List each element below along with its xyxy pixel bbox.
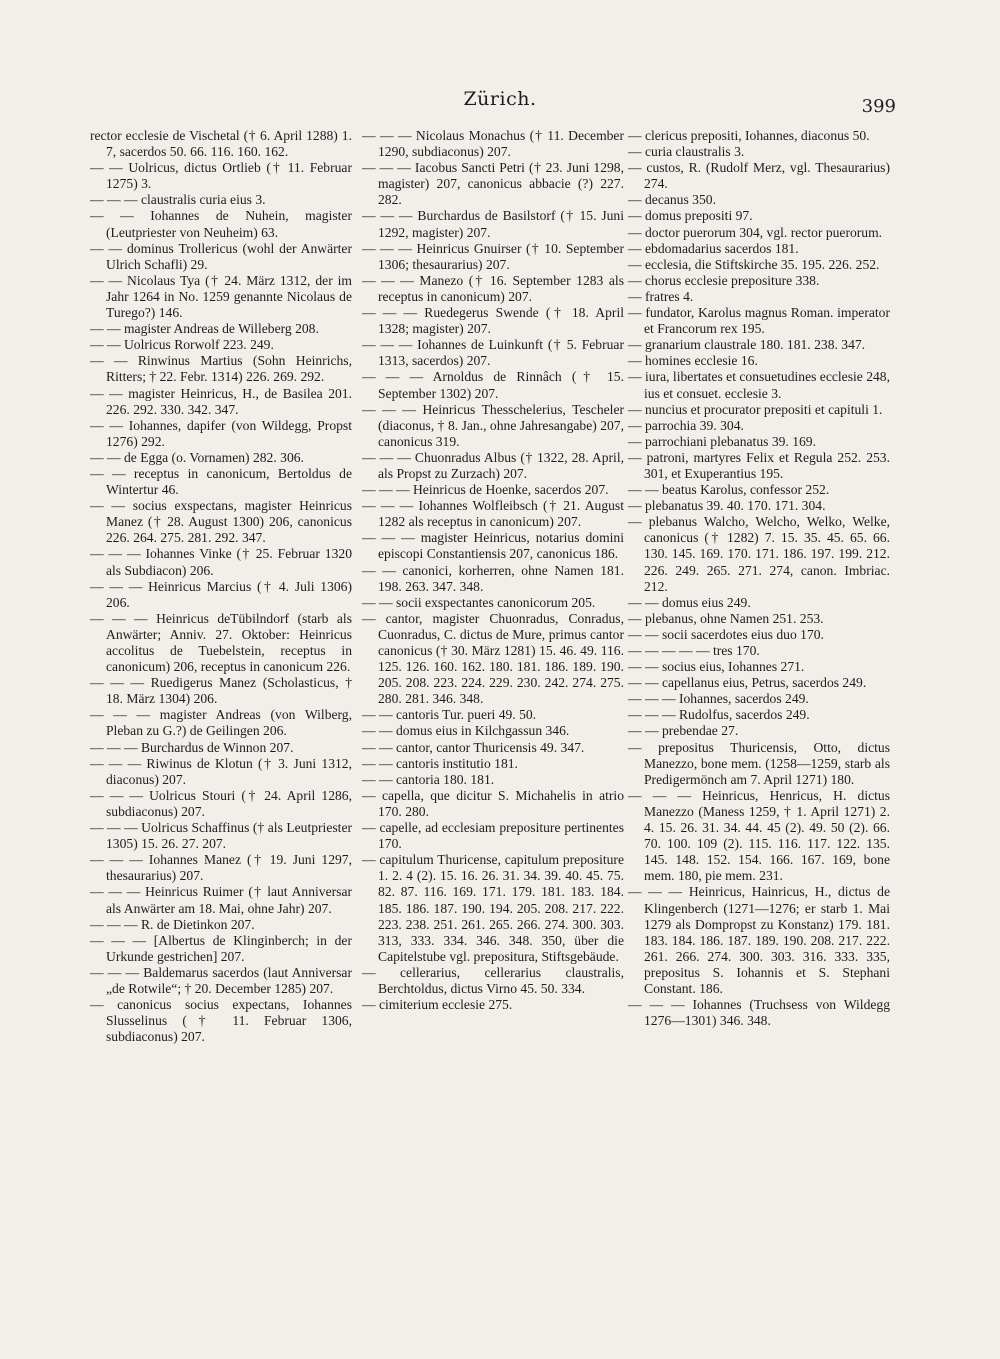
index-entry: — domus prepositi 97. <box>628 208 753 224</box>
index-entry: — capelle, ad ecclesiam prepositure pertinentes 170. <box>362 820 624 852</box>
index-entry: — — canonici, korherren, ohne Namen 181. 198. 263. 347. 348. <box>362 562 624 594</box>
index-column-3 <box>628 128 890 1029</box>
index-entry: — parrochiani plebanatus 39. 169. <box>628 433 816 449</box>
index-entry: — clericus prepositi, Iohannes, diaconus 50. <box>628 128 870 143</box>
index-entry: — — — Heinricus, Hainricus, H., dictus de Klingenberch (1271—1276; er starb 1. Mai 1279 als Dompropst zu Konstanz) 179. 181. 183. 184. 186. 187. 189. 190. 208. 217. 222. 261. 266. 274. 300. 303. 316. 333. 335, prepositus S. Iohannis et S. Stephani Constant. 186. <box>628 884 890 996</box>
index-entry: — — — magister Heinricus, notarius domini episcopi Constantiensis 207, canonicus 186. <box>362 530 624 562</box>
index-entry: — — — Chuonradus Albus († 1322, 28. April, als Propst zu Zurzach) 207. <box>362 449 624 481</box>
index-entry: — — — Iohannes Manez († 19. Juni 1297, thesaurarius) 207. <box>90 852 352 884</box>
index-entry: — — — magister Andreas (von Wilberg, Pleban zu G.?) de Geilingen 206. <box>90 707 352 739</box>
index-entry: — curia claustralis 3. <box>628 144 745 160</box>
index-entry: — — Iohannes, dapifer (von Wildegg, Propst 1276) 292. <box>90 417 352 449</box>
index-entry: — homines ecclesie 16. <box>628 353 758 369</box>
index-entry: — parrochia 39. 304. <box>628 417 744 433</box>
index-entry: — chorus ecclesie prepositure 338. <box>628 272 820 288</box>
index-entry: — plebanus, ohne Namen 251. 253. <box>628 610 824 626</box>
index-entry: — fundator, Karolus magnus Roman. imperator et Francorum rex 195. <box>628 305 890 337</box>
index-entry: — — — Iacobus Sancti Petri († 23. Juni 1298, magister) 207, canonicus abbacie (?) 227. 282. <box>362 160 624 208</box>
index-entry: — — de Egga (o. Vornamen) 282. 306. <box>90 449 304 465</box>
index-entry: — — — Iohannes Vinke († 25. Februar 1320 als Subdiacon) 206. <box>90 546 352 578</box>
page-number: 399 <box>861 96 896 117</box>
index-entry: — — — Uolricus Schaffinus († als Leutpriester 1305) 15. 26. 27. 207. <box>90 820 352 852</box>
index-entry: — — socii sacerdotes eius duo 170. <box>628 626 824 642</box>
index-entry: — — cantoris Tur. pueri 49. 50. <box>362 707 537 723</box>
index-entry: — — — Heinricus Thesschelerius, Tescheler (diaconus, † 8. Jan., ohne Jahresangabe) 207, canonicus 319. <box>362 401 624 449</box>
index-entry: — — — Iohannes, sacerdos 249. <box>628 691 809 707</box>
index-entry: — fratres 4. <box>628 288 694 304</box>
index-entry: — — — Ruedegerus Swende († 18. April 1328; magister) 207. <box>362 305 624 337</box>
index-entry: — — domus eius 249. <box>628 594 751 610</box>
index-entry: — — — Iohannes Wolfleibsch († 21. August 1282 als receptus in canonicum) 207. <box>362 498 624 530</box>
index-entry: — patroni, martyres Felix et Regula 252. 253. 301, et Exuperantius 195. <box>628 449 890 481</box>
index-entry: — — — Arnoldus de Rinnâch († 15. September 1302) 207. <box>362 369 624 401</box>
index-entry: — ecclesia, die Stiftskirche 35. 195. 226. 252. <box>628 256 880 272</box>
index-entry: — — — Heinricus de Hoenke, sacerdos 207. <box>362 482 609 498</box>
index-entry: — nuncius et procurator prepositi et capituli 1. <box>628 401 883 417</box>
index-entry: — — dominus Trollericus (wohl der Anwärter Ulrich Schafli) 29. <box>90 240 352 272</box>
index-entry: — cantor, magister Chuonradus, Conradus, Cuonradus, C. dictus de Mure, primus cantor canonicus († 30. März 1281) 15. 46. 49. 116. 125. 126. 160. 162. 180. 181. 186. 189. 190. 205. 208. 223. 224. 229. 230. 242. 274. 275. 280. 281. 346. 348. <box>362 610 624 707</box>
index-entry: — granarium claustrale 180. 181. 238. 347. <box>628 337 866 353</box>
index-entry: — ebdomadarius sacerdos 181. <box>628 240 799 256</box>
index-entry: — cellerarius, cellerarius claustralis, Berchtoldus, dictus Virno 45. 50. 334. <box>362 964 624 996</box>
index-entry: — — — Iohannes de Luinkunft († 5. Februar 1313, sacerdos) 207. <box>362 337 624 369</box>
index-entry: — — — Riwinus de Klotun († 3. Juni 1312, diaconus) 207. <box>90 755 352 787</box>
index-entry: — — — Burchardus de Winnon 207. <box>90 739 294 755</box>
index-entry: rector ecclesie de Vischetal († 6. April 1288) 1. 7, sacerdos 50. 66. 116. 160. 162. <box>90 128 352 160</box>
index-entry: — cimiterium ecclesie 275. <box>362 997 513 1013</box>
index-entry: — — Rinwinus Martius (Sohn Heinrichs, Ritters; † 22. Febr. 1314) 226. 269. 292. <box>90 353 352 385</box>
index-entry: — — Iohannes de Nuhein, magister (Leutpriester von Neuheim) 63. <box>90 208 352 240</box>
index-entry: — — domus eius in Kilchgassun 346. <box>362 723 570 739</box>
index-entry: — — — Iohannes (Truchsess von Wildegg 1276—1301) 346. 348. <box>628 997 890 1029</box>
index-entry: — — — Nicolaus Monachus († 11. December 1290, subdiaconus) 207. <box>362 128 624 160</box>
index-entry: — — cantor, cantor Thuricensis 49. 347. <box>362 739 585 755</box>
index-entry: — — — [Albertus de Klinginberch; in der Urkunde gestrichen] 207. <box>90 932 352 964</box>
index-entry: — capitulum Thuricense, capitulum prepositure 1. 2. 4 (2). 15. 16. 26. 31. 34. 39. 40. 45. 75. 82. 87. 116. 169. 171. 179. 181. 183. 184. 185. 186. 187. 190. 194. 205. 208. 217. 222. 223. 238. 251. 261. 265. 266. 274. 300. 303. 313, 333. 334. 346. 348. 350, über die Capitelstube vgl. prepositura, Stiftsgebäude. <box>362 852 624 964</box>
index-entry: — — socius exspectans, magister Heinricus Manez († 28. August 1300) 206, canonicus 226. 264. 275. 281. 292. 347. <box>90 498 352 546</box>
index-entry: — — capellanus eius, Petrus, sacerdos 249. <box>628 675 867 691</box>
index-entry: — — magister Heinricus, H., de Basilea 201. 226. 292. 330. 342. 347. <box>90 385 352 417</box>
index-entry: — — — Heinricus deTübilndorf (starb als Anwärter; Anniv. 27. Oktober: Heinricus accolitus de Tuebelstein, receptus in canonicum) 206, receptus in canonicum 226. <box>90 610 352 675</box>
index-entry: — — — Manezo († 16. September 1283 als receptus in canonicum) 207. <box>362 272 624 304</box>
index-entry: — — — Heinricus Gnuirser († 10. September 1306; thesaurarius) 207. <box>362 240 624 272</box>
index-entry: — custos, R. (Rudolf Merz, vgl. Thesaurarius) 274. <box>628 160 890 192</box>
index-entry: — decanus 350. <box>628 192 716 208</box>
index-entry: — — — Burchardus de Basilstorf († 15. Juni 1292, magister) 207. <box>362 208 624 240</box>
index-entry: — — socii exspectantes canonicorum 205. <box>362 594 596 610</box>
index-entry: — — — Uolricus Stouri († 24. April 1286, subdiaconus) 207. <box>90 787 352 819</box>
index-entry: — — — Heinricus, Henricus, H. dictus Manezzo (Maness 1259, † 1. April 1271) 2. 4. 15. 26. 31. 34. 44. 45 (2). 49. 50 (2). 66. 70. 100. 109 (2). 115. 116. 117. 122. 135. 145. 148. 152. 154. 166. 167. 169, bone mem. 180, pie mem. 231. <box>628 787 890 884</box>
index-entry: — — — claustralis curia eius 3. <box>90 192 266 208</box>
index-entry: — — prebendae 27. <box>628 723 739 739</box>
index-entry: — — — Baldemarus sacerdos (laut Anniversar „de Rotwile“; † 20. December 1285) 207. <box>90 964 352 996</box>
index-entry: — doctor puerorum 304, vgl. rector puerorum. <box>628 224 883 240</box>
index-entry: — — cantoria 180. 181. <box>362 771 495 787</box>
index-entry: — — — R. de Dietinkon 207. <box>90 916 255 932</box>
index-entry: — — magister Andreas de Willeberg 208. <box>90 321 319 337</box>
index-entry: — capella, que dicitur S. Michahelis in atrio 170. 280. <box>362 787 624 819</box>
index-entry: — — beatus Karolus, confessor 252. <box>628 482 830 498</box>
index-entry: — — — — — tres 170. <box>628 643 760 658</box>
index-entry: — — socius eius, Iohannes 271. <box>628 659 805 675</box>
index-entry: — — — Heinricus Marcius († 4. Juli 1306) 206. <box>90 578 352 610</box>
index-entry: — — — Heinricus Ruimer († laut Anniversar als Anwärter am 18. Mai, ohne Jahr) 207. <box>90 884 352 916</box>
index-entry: — — — Ruedigerus Manez (Scholasticus, † 18. März 1304) 206. <box>90 675 352 707</box>
index-entry: — — Uolricus, dictus Ortlieb († 11. Februar 1275) 3. <box>90 160 352 192</box>
index-entry: — canonicus socius expectans, Iohannes Slusselinus († 11. Februar 1306, subdiaconus) 207. <box>90 997 352 1045</box>
index-entry: — plebanus Walcho, Welcho, Welko, Welke, canonicus († 1282) 7. 15. 35. 45. 65. 66. 130. 145. 169. 170. 171. 186. 197. 199. 212. 226. 249. 265. 271. 274, canon. Imbriac. 212. <box>628 514 890 594</box>
index-entry: — plebanatus 39. 40. 170. 171. 304. <box>628 498 826 514</box>
index-entry: — — Nicolaus Tya († 24. März 1312, der im Jahr 1264 in No. 1259 genannte Nicolaus de Turego?) 146. <box>90 272 352 321</box>
index-entry: — — cantoris institutio 181. <box>362 755 518 771</box>
index-column-1 <box>90 128 352 1045</box>
running-title: Zürich. <box>463 88 537 110</box>
index-entry: — prepositus Thuricensis, Otto, dictus Manezzo, bone mem. (1258—1259, starb als Predigermönch am 7. April 1271) 180. <box>628 739 890 787</box>
index-entry: — — Uolricus Rorwolf 223. 249. <box>90 337 274 353</box>
index-entry: — — — Rudolfus, sacerdos 249. <box>628 707 810 723</box>
index-entry: — — receptus in canonicum, Bertoldus de Wintertur 46. <box>90 465 352 498</box>
index-column-2 <box>362 128 624 1013</box>
index-entry: — iura, libertates et consuetudines ecclesie 248, ius et consuet. ecclesie 3. <box>628 369 890 401</box>
